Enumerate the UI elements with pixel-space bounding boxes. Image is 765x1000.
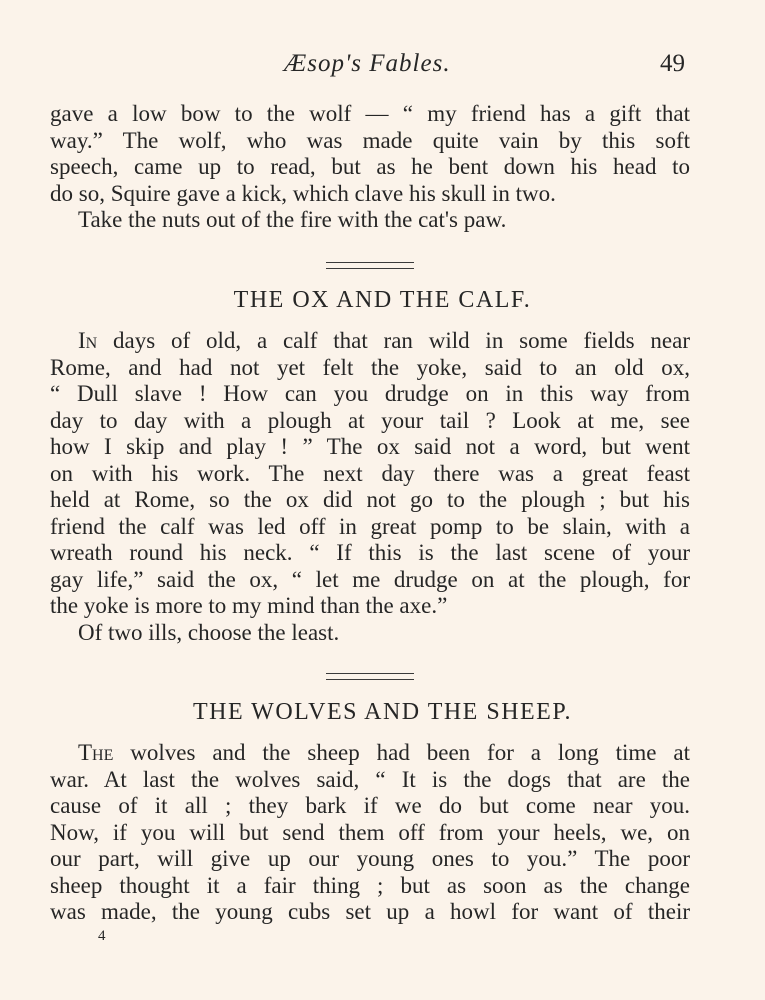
text-line: do so, Squire gave a kick, which clave his skull in two.	[50, 180, 556, 206]
fable-title-wolves-sheep: THE WOLVES AND THE SHEEP.	[192, 699, 573, 725]
signature-mark: 4	[98, 928, 106, 944]
text-line: friend the calf was led off in great pomp to be slain, with a	[50, 513, 690, 539]
text-line: “ Dull slave ! How can you drudge on in this way from	[50, 381, 690, 406]
lead-word: In	[78, 328, 98, 353]
text-line: on with his work. The next day there was a great feast	[50, 460, 690, 486]
text-line	[50, 740, 690, 767]
text-line: gay life,” said the ox, “ let me drudge on at the plough, for	[50, 566, 690, 592]
text-line: held at Rome, so the ox did not go to the plough ; but his	[50, 487, 690, 512]
text-line: day to day with a plough at your tail ? Look at me, see	[50, 407, 690, 433]
section-divider	[326, 262, 414, 269]
line-text: days of old, a calf that ran wild in some fields near	[97, 328, 690, 353]
intro-paragraph	[50, 101, 690, 234]
text-line: Now, if you will but send them off from your heels, we, on	[50, 819, 690, 845]
text-line: sheep thought it a fair thing ; but as soon as the change	[50, 872, 690, 898]
fable-wolves-sheep-body	[50, 740, 690, 926]
section-divider	[326, 673, 414, 680]
fable-title-ox-calf: THE OX AND THE CALF.	[233, 287, 532, 313]
running-head	[0, 50, 765, 84]
text-line: cause of it all ; they bark if we do but come near you.	[50, 793, 690, 818]
text-line: war. At last the wolves said, “ It is the dogs that are the	[50, 766, 690, 792]
text-line: Rome, and had not yet felt the yoke, said to an old ox,	[50, 354, 690, 380]
page-number: 49	[660, 50, 685, 77]
lead-word: The	[78, 740, 114, 765]
text-line: our part, will give up our young ones to you.” The poor	[50, 846, 690, 871]
text-line	[50, 328, 690, 355]
line-text: wolves and the sheep had been for a long time at	[113, 740, 690, 765]
running-title: Æsop's Fables.	[284, 50, 451, 77]
text-line: the yoke is more to my mind than the axe.”	[50, 593, 448, 618]
fable-ox-calf-body	[50, 328, 690, 646]
text-line: was made, the young cubs set up a howl for want of their	[50, 899, 690, 924]
text-line: wreath round his neck. “ If this is the last scene of your	[50, 540, 690, 565]
text-line: gave a low bow to the wolf — “ my friend has a gift that	[50, 101, 690, 126]
text-line: way.” The wolf, who was made quite vain by this soft	[50, 127, 690, 153]
text-line: speech, came up to read, but as he bent down his head to	[50, 154, 690, 179]
moral-line: Of two ills, choose the least.	[78, 619, 340, 645]
text-line: how I skip and play ! ” The ox said not a word, but went	[50, 434, 690, 459]
moral-line: Take the nuts out of the fire with the cat's paw.	[78, 207, 507, 232]
